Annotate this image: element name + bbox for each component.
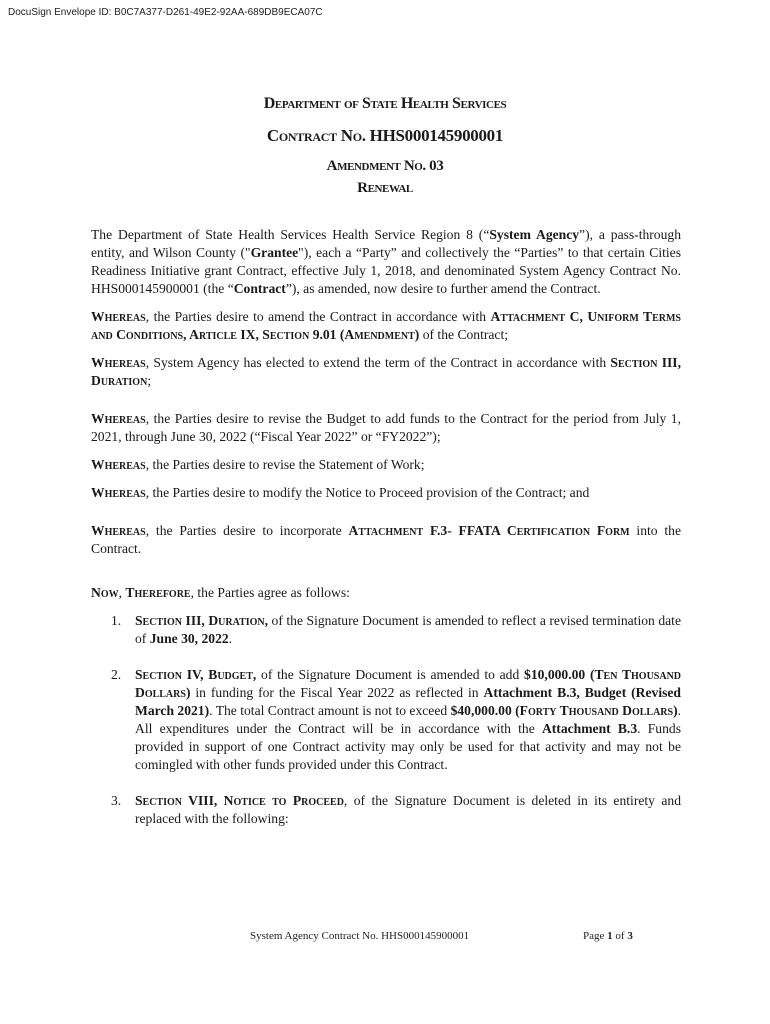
whereas-clause-6 xyxy=(91,522,681,558)
whereas-label: Whereas xyxy=(91,355,146,370)
total-contract-amount: $40,000.00 (Forty Thousand Dollars) xyxy=(450,703,678,718)
page-label: Page xyxy=(583,930,608,942)
whereas-clause-3 xyxy=(91,410,681,446)
footer-page-number xyxy=(583,930,633,942)
docusign-envelope-id: DocuSign Envelope ID: B0C7A377-D261-49E2-92AA-689DB9ECA07C xyxy=(8,7,323,18)
whereas-label: Whereas xyxy=(91,411,146,426)
whereas-clause-1 xyxy=(91,308,681,344)
department-title: Department of State Health Services xyxy=(263,95,507,112)
item-section: Section IV, Budget, xyxy=(135,667,257,682)
amendment-number-title: Amendment No. 03 xyxy=(326,158,444,174)
clause-reference: Section III, Duration xyxy=(91,355,681,388)
page-of-label: of xyxy=(612,930,628,942)
whereas-label: Whereas xyxy=(91,457,146,472)
whereas-clause-5 xyxy=(91,484,681,502)
intro-text: "), each a “Party” and collectively the “Parties” to that certain Cities Readiness Initiative grant Contract, effective July 1, 2018, and denominated System Agency Contract No. HHS000145900001 (the “ xyxy=(91,245,681,296)
clause-text: , the Parties desire to incorporate xyxy=(145,523,349,538)
item-text: in funding for the Fiscal Year 2022 as reflected in xyxy=(190,685,484,700)
amendment-item-2 xyxy=(91,666,681,774)
contract-term: Contract xyxy=(233,281,286,296)
item-text: of the Signature Document is amended to add xyxy=(256,667,525,682)
grantee-term: Grantee xyxy=(250,245,299,260)
system-agency-term: System Agency xyxy=(489,227,580,242)
item-number: 3. xyxy=(111,793,122,808)
intro-paragraph xyxy=(91,226,681,298)
now-therefore-paragraph xyxy=(91,584,681,602)
item-number: 2. xyxy=(111,667,122,682)
item-text: of the Signature Document is amended to reflect a revised termination date of xyxy=(135,613,681,646)
item-text: , of the Signature Document is deleted in its entirety and replaced with the following: xyxy=(135,793,681,826)
clause-text: , xyxy=(118,585,126,600)
whereas-clause-2 xyxy=(91,354,681,390)
contract-number-title: Contract No. HHS000145900001 xyxy=(266,126,504,145)
item-text: . Funds provided in support of one Contract activity may only be used for that activity and may not be comingled with other funds provided under this Contract. xyxy=(135,721,681,772)
item-text: . xyxy=(228,631,233,646)
now-label: Now xyxy=(91,585,119,600)
total-pages: 3 xyxy=(627,930,633,942)
intro-text: ”), as amended, now desire to further amend the Contract. xyxy=(285,281,601,296)
whereas-clause-4 xyxy=(91,456,681,474)
document-body xyxy=(91,226,681,828)
amendment-item-3 xyxy=(91,792,681,828)
clause-text: , the Parties desire to modify the Notice to Proceed provision of the Contract; and xyxy=(145,485,590,500)
clause-text: , the Parties desire to amend the Contract in accordance with xyxy=(145,309,491,324)
current-page: 1 xyxy=(607,930,613,942)
footer-contract-reference: System Agency Contract No. HHS000145900001 xyxy=(250,930,470,942)
amendment-items-list xyxy=(91,612,681,828)
item-number: 1. xyxy=(111,613,122,628)
clause-text: of the Contract; xyxy=(419,327,509,342)
clause-reference: Attachment F.3- FFATA Certification Form xyxy=(348,523,630,538)
clause-text: into the Contract. xyxy=(91,523,681,556)
item-text: . The total Contract amount is not to exceed xyxy=(209,703,451,718)
clause-reference: Attachment C, Uniform Terms and Conditions, Article IX, Section 9.01 (Amendment) xyxy=(91,309,681,342)
item-section: Section III, Duration, xyxy=(135,613,269,628)
amendment-type-title: Renewal xyxy=(357,180,413,196)
intro-text: The Department of State Health Services Health Service Region 8 (“ xyxy=(91,227,490,242)
termination-date: June 30, 2022 xyxy=(149,631,229,646)
clause-text: , the Parties desire to revise the Statement of Work; xyxy=(145,457,425,472)
clause-text: , the Parties agree as follows: xyxy=(190,585,350,600)
budget-attachment: Attachment B.3, Budget (Revised March 2021) xyxy=(135,685,681,718)
item-text: . All expenditures under the Contract will be in accordance with the xyxy=(135,703,682,736)
clause-text: , the Parties desire to revise the Budget to add funds to the Contract for the period from July 1, 2021, through June 30, 2022 (“Fiscal Year 2022” or “FY2022”); xyxy=(91,411,681,444)
amendment-item-1 xyxy=(91,612,681,648)
intro-text: ”), a pass-through entity, and Wilson County (" xyxy=(91,227,681,260)
funding-amount: $10,000.00 (Ten Thousand Dollars) xyxy=(135,667,682,700)
therefore-label: Therefore xyxy=(125,585,191,600)
item-section: Section VIII, Notice to Proceed xyxy=(135,793,344,808)
clause-text: ; xyxy=(147,373,152,388)
whereas-label: Whereas xyxy=(91,523,146,538)
clause-text: , System Agency has elected to extend the term of the Contract in accordance with xyxy=(145,355,611,370)
whereas-label: Whereas xyxy=(91,309,146,324)
whereas-label: Whereas xyxy=(91,485,146,500)
attachment-reference: Attachment B.3 xyxy=(541,721,638,736)
